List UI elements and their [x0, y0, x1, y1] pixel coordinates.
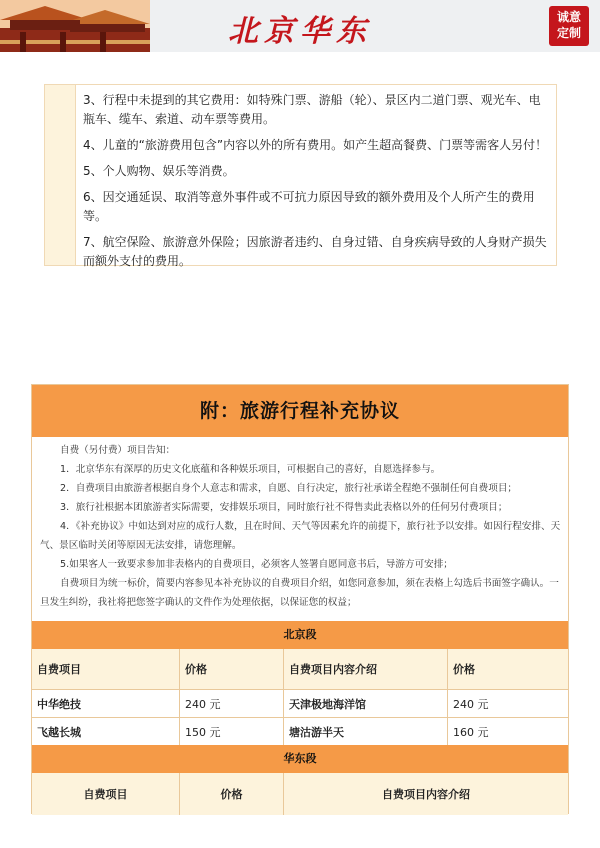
notice-line: 自费项目为统一标价，简要内容参见本补充协议的自费项目介绍，如您同意参加，须在表格上勾选后书面签字确认。一旦发生纠纷，我社将把您签字确认的文件作为处理依据，以保证您的权益；	[40, 578, 559, 608]
appendix-title: 附：旅游行程补充协议	[32, 385, 568, 437]
notice-line: 4．《补充协议》中如达到对应的成行人数，且在时间、天气等因素允许的前提下，旅行社予以安排。如因行程安排、天气、景区临时关闭等原因无法安排，请您理解。	[40, 521, 561, 551]
item-price: 240 元	[180, 690, 284, 718]
cost-exclusions-list	[83, 91, 549, 278]
segment-header-beijing: 北京段	[32, 621, 568, 649]
segment-header-huadong: 华东段	[32, 745, 568, 773]
supplementary-agreement	[31, 384, 569, 814]
item-name: 塘沽游半天	[284, 718, 448, 746]
column-header: 自费项目	[32, 649, 180, 689]
item-name: 中华绝技	[32, 690, 180, 718]
item-name: 天津极地海洋馆	[284, 690, 448, 718]
item-price: 240 元	[453, 698, 489, 711]
notice-line: 3．旅行社根据本团旅游者实际需要，安排娱乐项目，同时旅行社不得售卖此表格以外的任何另付费项目；	[60, 502, 508, 513]
notice-line: 5.如果客人一致要求参加非表格内的自费项目，必须客人签署自愿同意书后，导游方可安排；	[60, 559, 453, 570]
table-header-row	[32, 773, 568, 815]
brand-logo-text: 北京华东	[228, 14, 372, 49]
item-price: 150 元	[180, 718, 284, 746]
list-item: 7、航空保险、旅游意外保险；因旅游者违约、自身过错、自身疾病导致的人身财产损失而额外支付的费用。	[83, 235, 547, 268]
notice-line: 2．自费项目由旅游者根据自身个人意志和需求，自愿、自行决定，旅行社承诺全程绝不强制任何自费项目；	[60, 483, 518, 494]
table-row	[32, 689, 568, 718]
column-header: 价格	[180, 649, 284, 689]
list-item: 3、行程中未提到的其它费用：如特殊门票、游船（轮）、景区内二道门票、观光车、电瓶车、缆车、索道、动车票等费用。	[83, 93, 541, 126]
item-price: 160 元	[453, 726, 489, 739]
table-row	[32, 717, 568, 746]
table-header-row	[32, 649, 568, 689]
seal-line: 定制	[556, 26, 581, 40]
notice-line: 1．北京华东有深厚的历史文化底蕴和各种娱乐项目，可根据自己的喜好，自愿选择参与。	[60, 464, 441, 475]
table-gutter	[45, 85, 76, 265]
column-header: 价格	[453, 663, 475, 676]
list-item: 6、因交通延误、取消等意外事件或不可抗力原因导致的额外费用及个人所产生的费用等。	[83, 190, 535, 223]
self-pay-notice	[40, 441, 564, 612]
list-item: 4、儿童的“旅游费用包含”内容以外的所有费用。如产生超高餐费、门票等需客人另付！	[83, 138, 548, 152]
item-name: 飞越长城	[32, 718, 180, 746]
column-header: 自费项目内容介绍	[382, 788, 470, 801]
notice-line: 自费（另付费）项目告知：	[60, 445, 176, 456]
column-header: 自费项目	[32, 773, 180, 815]
page-header	[0, 0, 600, 52]
column-header: 价格	[180, 773, 284, 815]
seal-line: 诚意	[556, 10, 581, 24]
cost-exclusions-table	[44, 84, 557, 266]
seal-stamp	[549, 6, 589, 46]
list-item: 5、个人购物、娱乐等消费。	[83, 164, 235, 178]
column-header: 自费项目内容介绍	[284, 649, 448, 689]
